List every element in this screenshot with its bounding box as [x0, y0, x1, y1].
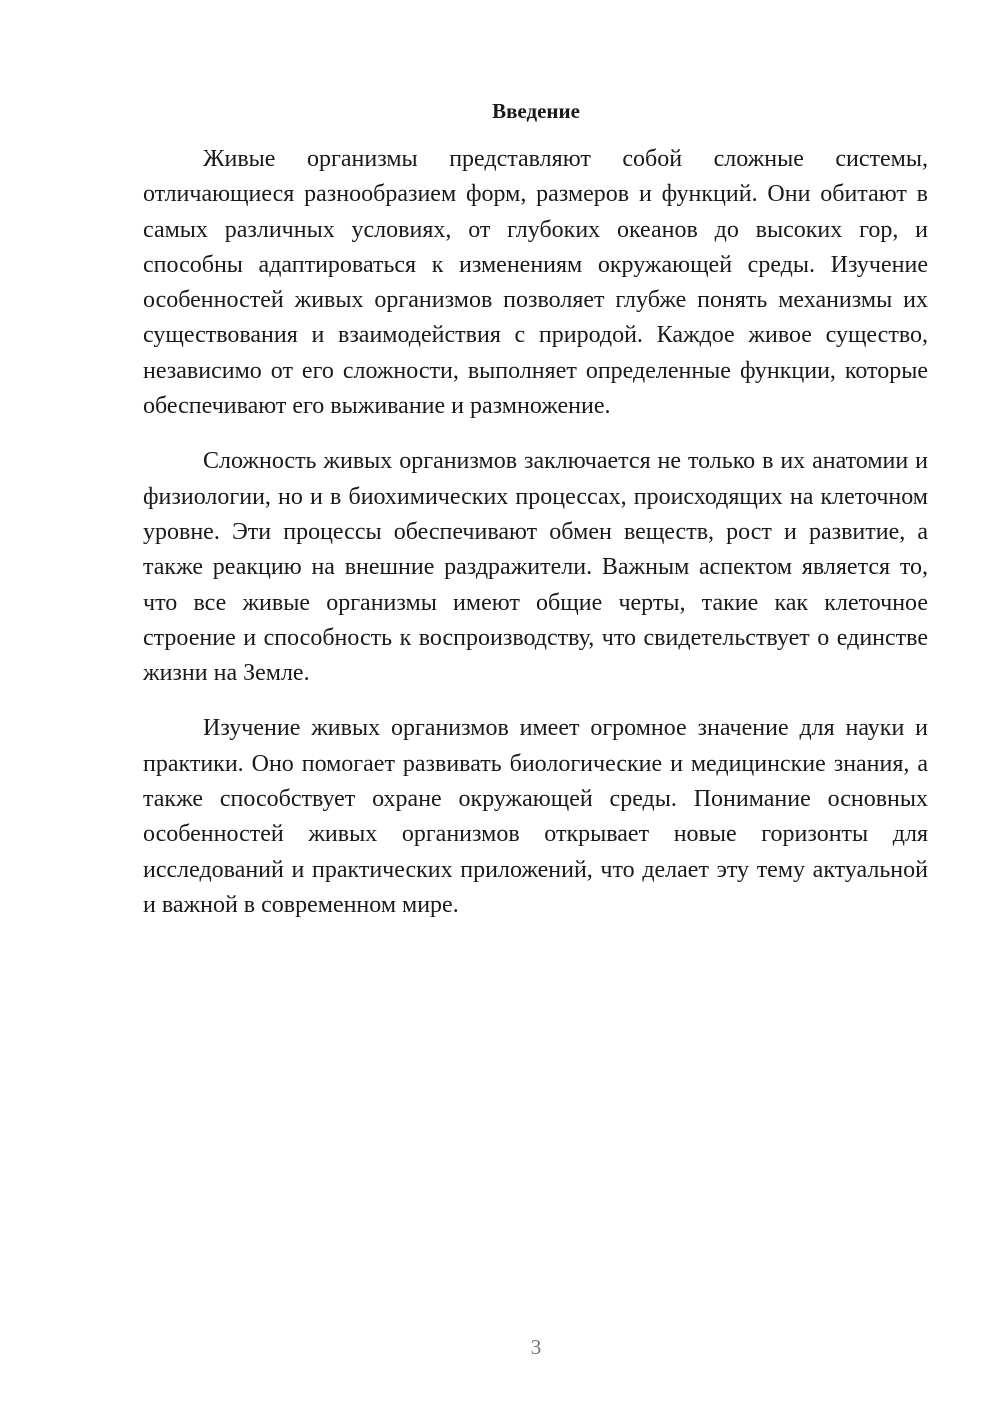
paragraph-1: Живые организмы представляют собой сложные системы, отличающиеся разнообразием форм, размеров и функций. Они обитают в самых различных условиях, от глубоких океанов до высоких гор, и способны адаптироваться к изменениям окружающей среды. Изучение особенностей живых организмов позволяет глубже понять механизмы их существования и взаимодействия с природой. Каждое живое существо, независимо от его сложности, выполняет определенные функции, которые обеспечивают его выживание и размножение. — [143, 146, 928, 420]
paragraph-3: Изучение живых организмов имеет огромное значение для науки и практики. Оно помогает развивать биологические и медицинские знания, а также способствует охране окружающей среды. Понимание основных особенностей живых организмов открывает новые горизонты для исследований и практических приложений, что делает эту тему актуальной и важной в современном мире. — [143, 715, 928, 918]
body-text — [143, 142, 928, 943]
page-number: 3 — [530, 1335, 542, 1359]
paragraph-2: Сложность живых организмов заключается не только в их анатомии и физиологии, но и в биохимических процессах, происходящих на клеточном уровне. Эти процессы обеспечивают обмен веществ, рост и развитие, а также реакцию на внешние раздражители. Важным аспектом является то, что все живые организмы имеют общие черты, такие как клеточное строение и способность к воспроизводству, что свидетельствует о единстве жизни на Земле. — [143, 448, 928, 687]
page-title: Введение — [492, 99, 580, 123]
